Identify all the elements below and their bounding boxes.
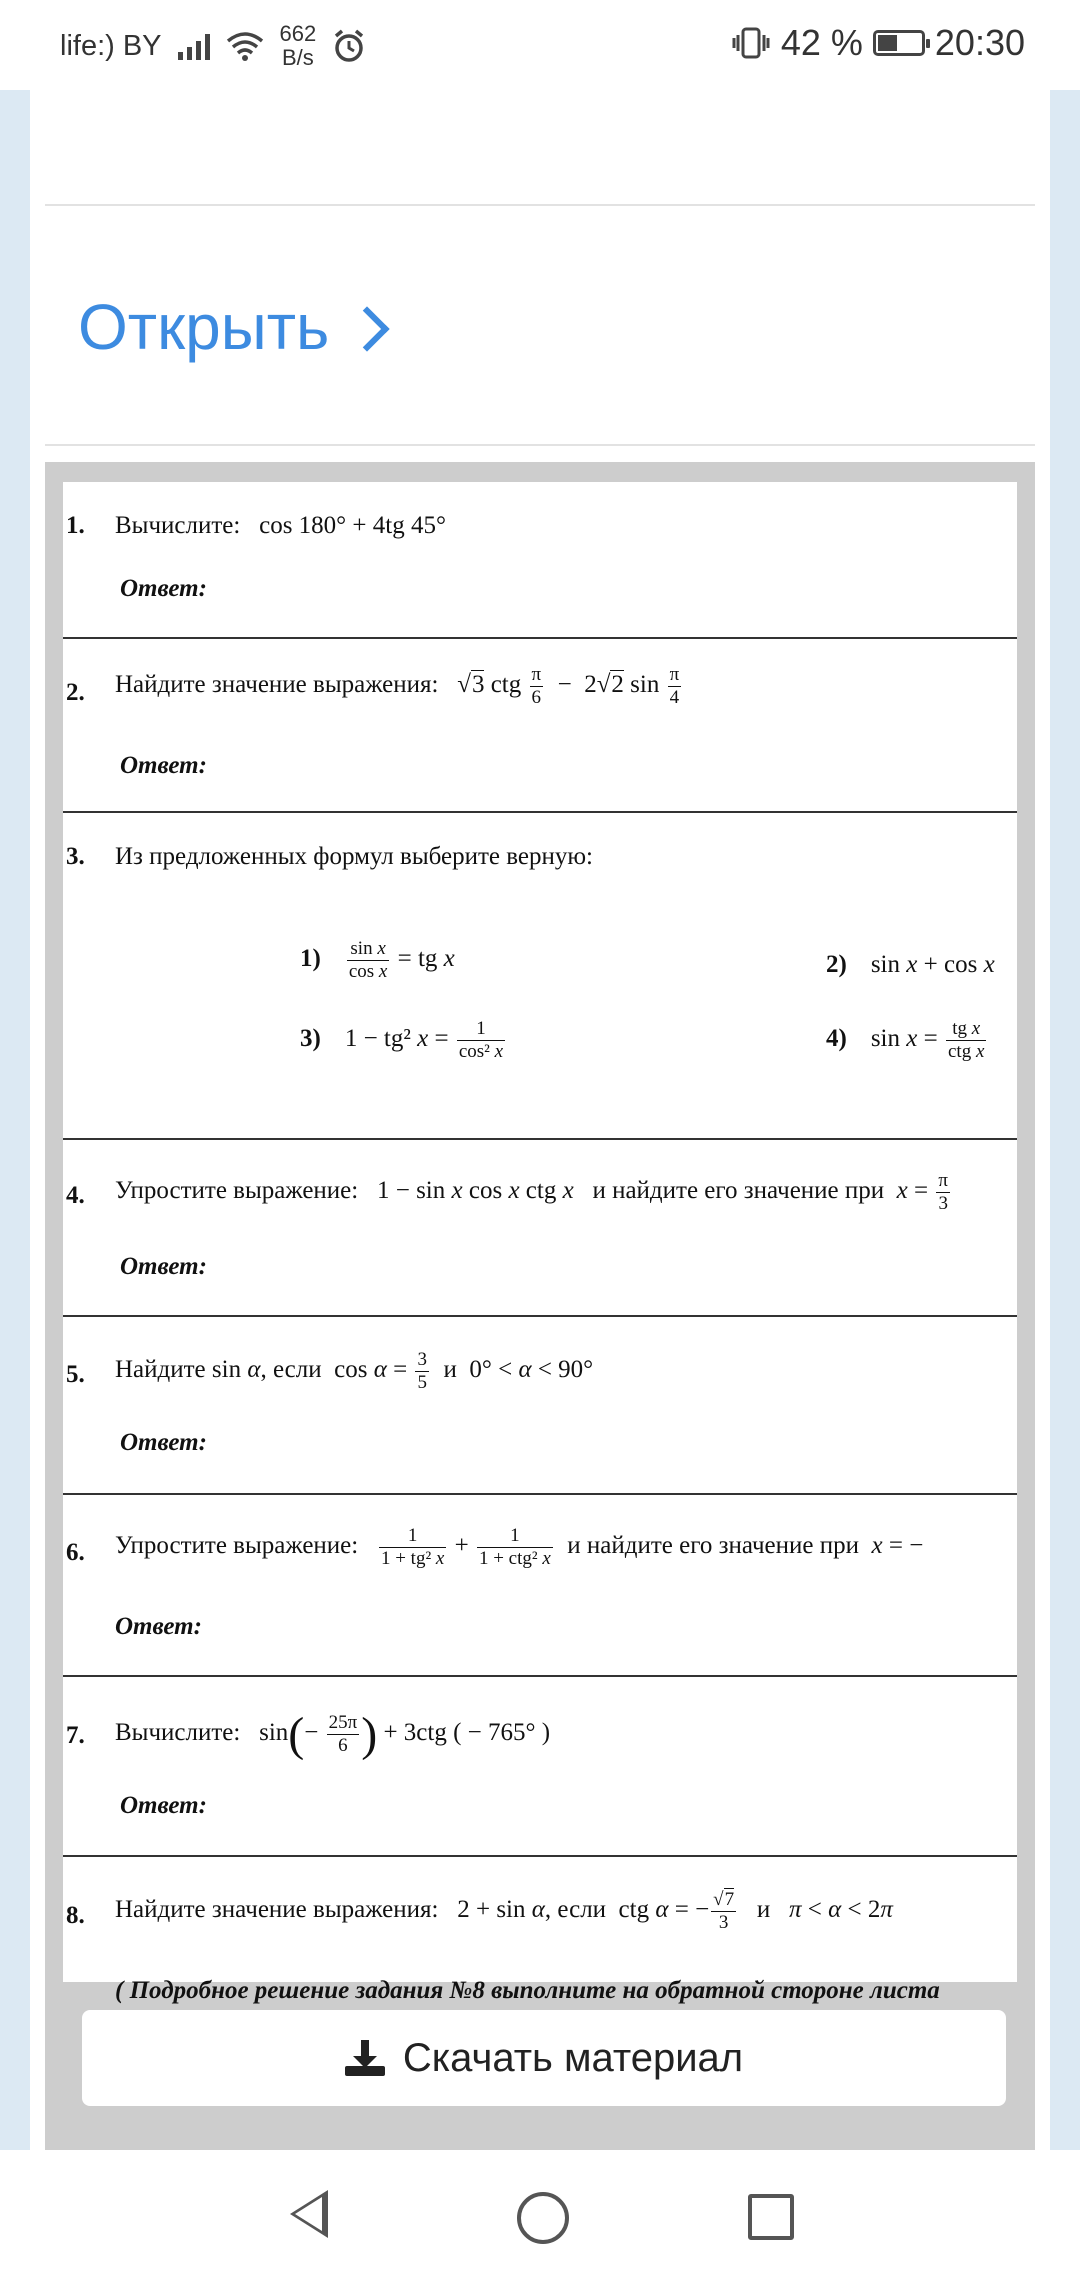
task-number: 4.: [66, 1182, 85, 1209]
answer-label: Ответ:: [120, 1792, 207, 1819]
open-link[interactable]: [78, 290, 383, 364]
navigation-bar: [0, 2150, 1080, 2280]
divider: [45, 204, 1035, 206]
chevron-right-icon: [345, 306, 390, 351]
answer-label: Ответ:: [120, 752, 207, 779]
task-question: Вычислите: cos 180° + 4tg 45°: [115, 512, 446, 539]
status-bar: [0, 0, 1080, 90]
task-question: Найдите значение выражения: √3 ctg $\frac{\pi}{6}$ − 2√2 sin $\frac{\pi}{4}$: [115, 664, 683, 709]
task-2: [63, 639, 1017, 813]
option-3: 3) 1 − tg² x = $\frac{1}{\text{cos² x}}$: [300, 1018, 504, 1062]
back-icon[interactable]: [290, 2190, 328, 2238]
option-4: 4) sin x = $\frac{\text{tg x}}{\text{ctg x}}$: [826, 1018, 985, 1062]
task-5: [63, 1317, 1017, 1495]
task-number: 6.: [66, 1539, 85, 1566]
task-number: 1.: [66, 512, 85, 539]
task-question: Найдите значение выражения: 2 + sin α, если ctg α = − $\frac{√7}{3}$ и π < α < 2π: [115, 1889, 893, 1933]
task-number: 2.: [66, 679, 85, 706]
download-button-label: Скачать материал: [402, 2035, 744, 2080]
task-7: [63, 1677, 1017, 1857]
task-note: ( Подробное решение задания №8 выполните на обратной стороне листа: [115, 1977, 940, 2004]
document-page: [63, 482, 1017, 2004]
task-number: 3.: [66, 843, 85, 870]
home-icon[interactable]: [517, 2192, 569, 2244]
answer-label: Ответ:: [120, 1253, 207, 1280]
wifi-icon: [226, 31, 264, 61]
task-number: 5.: [66, 1361, 85, 1388]
task-number: 7.: [66, 1722, 85, 1749]
page-content: [30, 90, 1050, 2150]
clock-time: 20:30: [934, 22, 1025, 63]
task-question: Упростите выражение: 1 − sin x cos x ctg x и найдите его значение при x = $\frac{\pi}{3}$: [115, 1170, 948, 1214]
answer-label: Ответ:: [115, 1613, 202, 1640]
battery-percent: 42 %: [780, 22, 863, 63]
recent-apps-icon[interactable]: [748, 2194, 794, 2240]
document-preview[interactable]: [45, 462, 1035, 2150]
download-button[interactable]: [82, 2010, 1006, 2106]
answer-label: Ответ:: [120, 1429, 207, 1456]
task-question: Вычислите: sin(− $\frac{25\pi}{6}$ ) + 3ctg ( − 765° ): [115, 1708, 551, 1761]
download-icon: [345, 2038, 385, 2078]
task-expression: 1 − sin x cos x ctg x: [376, 1177, 574, 1205]
task-question: Из предложенных формул выберите верную:: [115, 843, 594, 870]
task-8: [63, 1857, 1017, 2007]
task-question: Упростите выражение: $\frac{1}{\text{1 + tg² x}}$ + $\frac{1}{\text{1 + ctg² x}}$ и найдите его значение при x = −: [115, 1525, 924, 1569]
battery-icon: [873, 30, 925, 56]
task-expression: √3 ctg $\frac{\pi}{6}$ − 2√2 sin $\frac{\pi}{4}$: [457, 664, 680, 708]
open-link-label: Открыть: [78, 291, 330, 363]
task-expression: cos 180° + 4tg 45°: [259, 512, 446, 539]
option-2: 2) sin x + cos x: [826, 951, 995, 978]
option-1: 1) $\frac{\text{sin x}}{\text{cos x}}$ = tg x: [300, 938, 455, 982]
alarm-icon: [332, 29, 366, 63]
answer-label: Ответ:: [120, 575, 207, 602]
task-3: [63, 813, 1017, 1140]
divider: [45, 444, 1035, 446]
task-number: 8.: [66, 1902, 85, 1929]
task-question: Найдите sin α, если cos α = $\frac{3}{5}$ и 0° < α < 90°: [115, 1349, 594, 1393]
task-4: [63, 1140, 1017, 1317]
task-6: [63, 1495, 1017, 1677]
network-speed: 662 B/s: [279, 21, 317, 70]
task-1: [63, 482, 1017, 639]
vibrate-icon: [731, 26, 771, 60]
signal-icon: [178, 32, 210, 60]
carrier-name: life:) BY: [60, 29, 162, 62]
